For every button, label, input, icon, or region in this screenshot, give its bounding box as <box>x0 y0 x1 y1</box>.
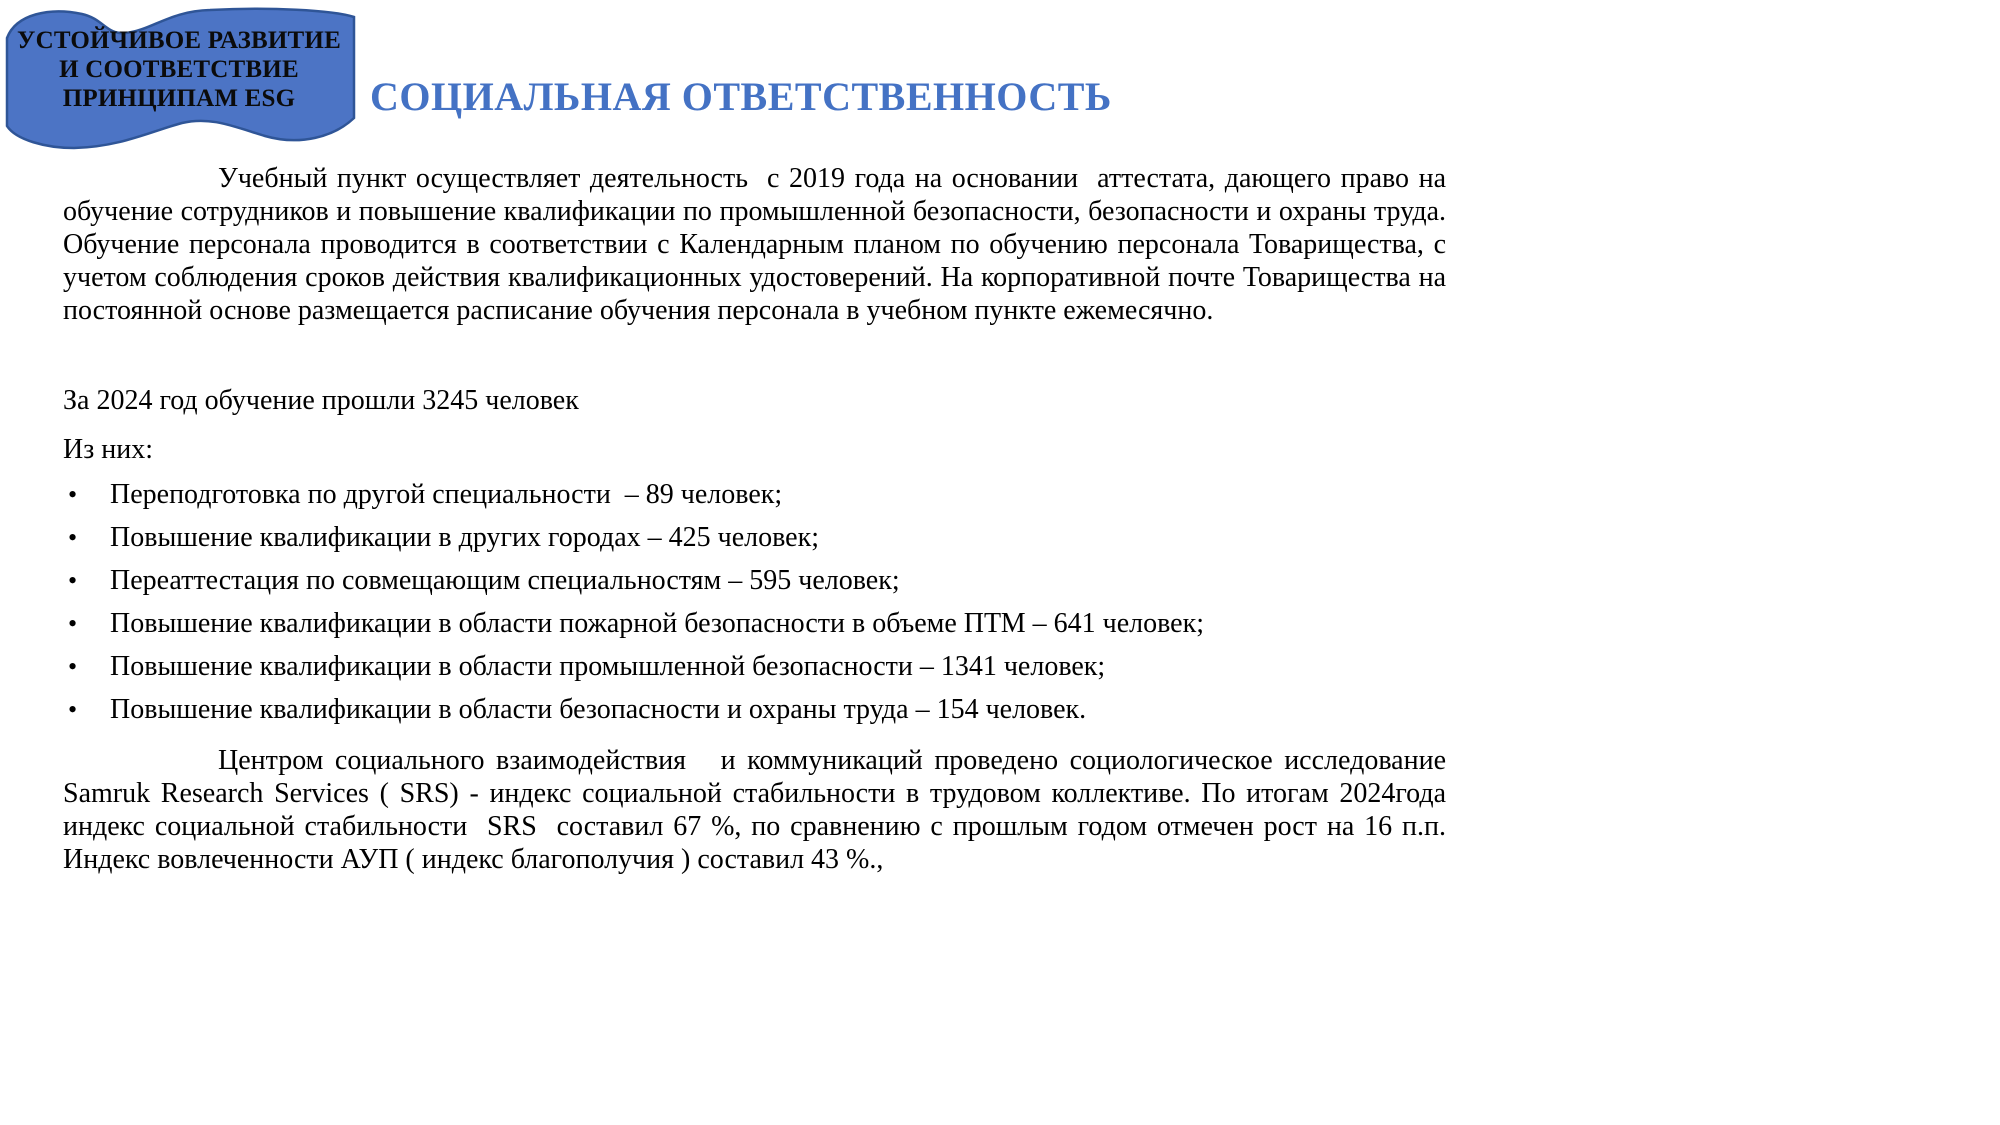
bullet-text-retraining: Переподготовка по другой специальности – 89 человек; <box>110 479 783 510</box>
esg-ribbon-text <box>12 26 346 113</box>
esg-ribbon-line-3: ПРИНЦИПАМ ESG <box>62 85 296 112</box>
bullet-row <box>63 607 1446 640</box>
bullet-text-fire-safety: Повышение квалификации в области пожарной безопасности в объеме ПТМ – 641 человек; <box>110 608 1204 639</box>
bullet-marker: • <box>68 566 78 595</box>
training-bullet-list <box>63 478 1446 726</box>
bullet-row <box>63 521 1446 554</box>
bullet-row <box>63 478 1446 511</box>
esg-ribbon-line-1: УСТОЙЧИВОЕ РАЗВИТИЕ <box>17 27 341 54</box>
bullet-marker: • <box>68 480 78 509</box>
srs-paragraph: Центром социального взаимодействия и коммуникаций проведено социологическое исследование Samruk Research Services ( SRS) - индекс социальной стабильности в трудовом коллективе. По итогам 2024года индекс социальной стабильности SRS составил 67 %, по сравнению с прошлым годом отмечен рост на 16 п.п. Индекс вовлеченности АУП ( индекс благополучия ) составил 43 %., <box>63 745 1453 875</box>
training-total-line: За 2024 год обучение прошли 3245 человек <box>63 385 579 416</box>
slide-body <box>63 162 1453 876</box>
bullet-text-industrial-safety: Повышение квалификации в области промышленной безопасности – 1341 человек; <box>110 651 1106 682</box>
slide-title: СОЦИАЛЬНАЯ ОТВЕТСТВЕННОСТЬ <box>370 73 1112 119</box>
bullet-row <box>63 564 1446 597</box>
bullet-marker: • <box>68 523 78 552</box>
intro-paragraph: Учебный пункт осуществляет деятельность с 2019 года на основании аттестата, дающего право на обучение сотрудников и повышение квалификации по промышленной безопасности, безопасности и охраны труда. Обучение персонала проводится в соответствии с Календарным планом по обучению персонала Товарищества, с учетом соблюдения сроков действия квалификационных удостоверений. На корпоративной почте Товарищества на постоянной основе размещается расписание обучения персонала в учебном пункте ежемесячно. <box>63 163 1453 326</box>
bullet-marker: • <box>68 695 78 724</box>
bullet-text-labor-safety: Повышение квалификации в области безопасности и охраны труда – 154 человек. <box>110 694 1087 725</box>
bullet-row <box>63 650 1446 683</box>
bullet-marker: • <box>68 609 78 638</box>
list-intro-line: Из них: <box>63 434 154 465</box>
esg-ribbon-badge <box>2 4 360 152</box>
bullet-text-other-cities: Повышение квалификации в других городах – 425 человек; <box>110 522 819 553</box>
bullet-text-recertification: Переаттестация по совмещающим специальностям – 595 человек; <box>110 565 900 596</box>
bullet-marker: • <box>68 652 78 681</box>
esg-ribbon-line-2: И СООТВЕТСТВИЕ <box>59 56 299 83</box>
bullet-row <box>63 693 1446 726</box>
